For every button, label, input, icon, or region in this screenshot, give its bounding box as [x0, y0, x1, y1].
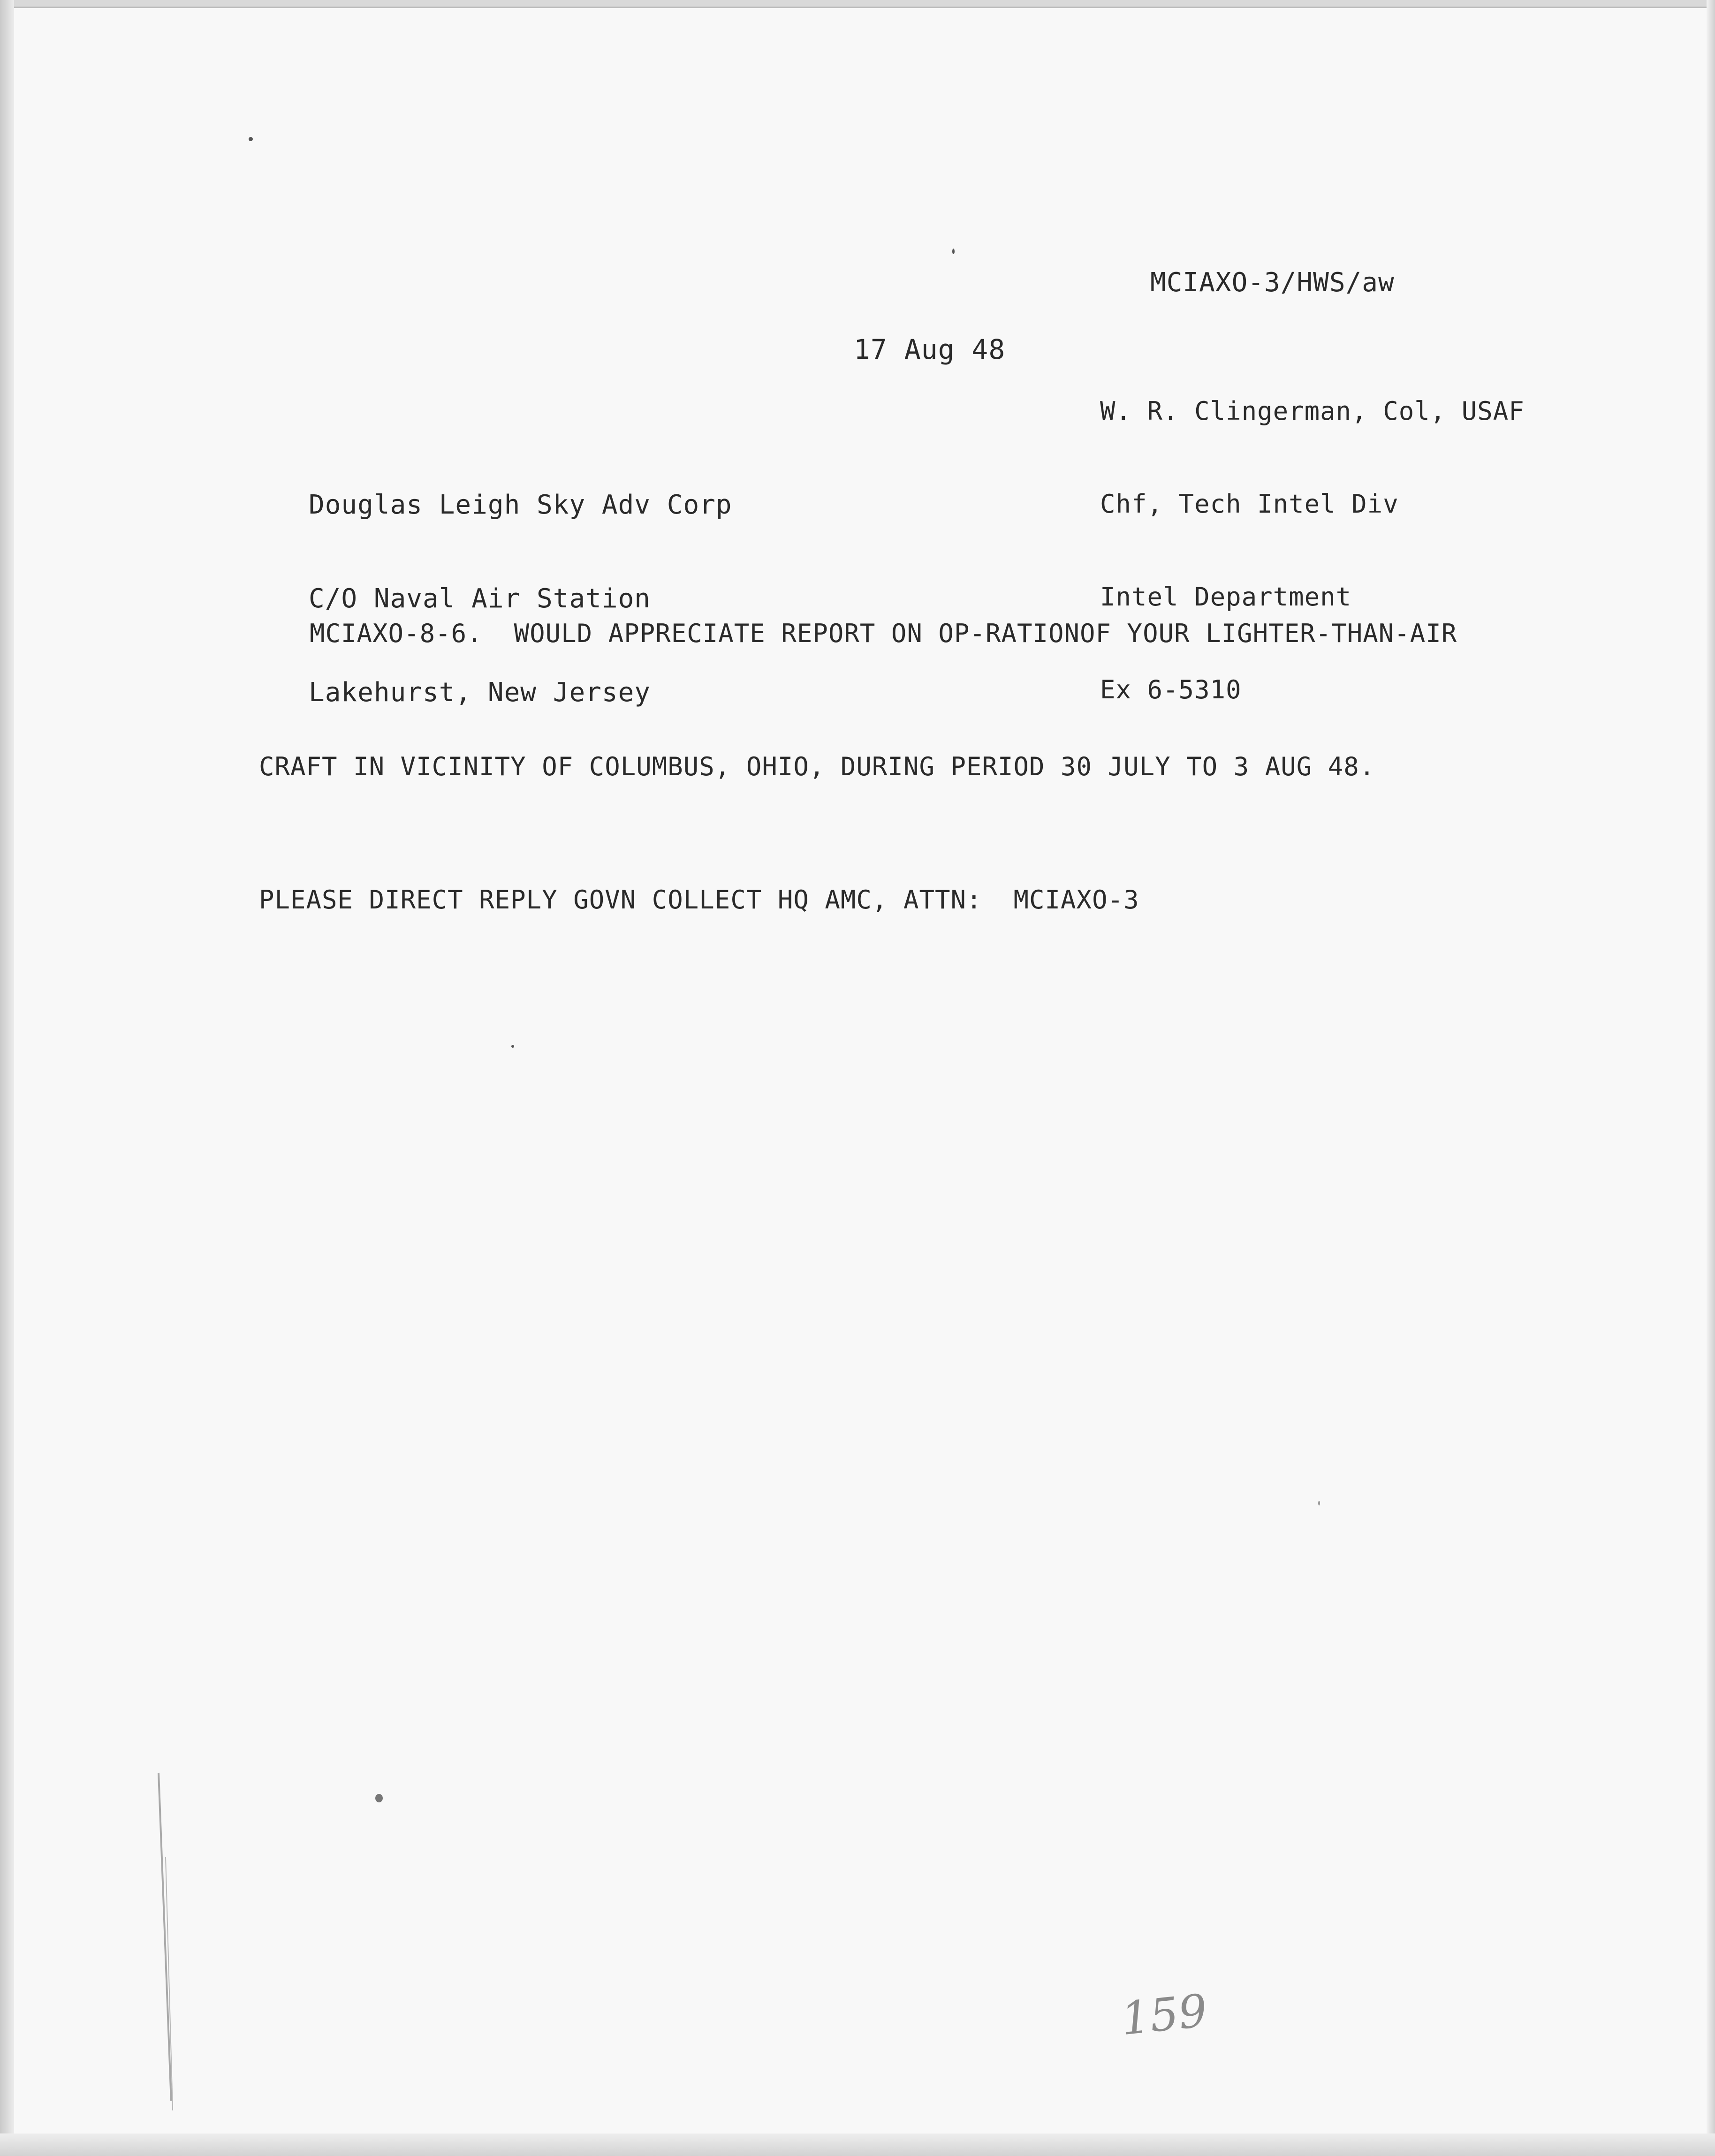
scan-speck [375, 1794, 383, 1802]
body-line: CRAFT IN VICINITY OF COLUMBUS, OHIO, DURING PERIOD 30 JULY TO 3 AUG 48. [259, 752, 1375, 781]
addressee-name: Douglas Leigh Sky Adv Corp [309, 490, 732, 520]
sender-department: Intel Department [1100, 582, 1352, 612]
sender-extension: Ex 6-5310 [1100, 675, 1242, 704]
handwritten-page-number: 159 [1118, 1984, 1210, 2046]
scan-bottom-edge [0, 2133, 1715, 2156]
message-body [259, 556, 1457, 1018]
sender-name: W. R. Clingerman, Col, USAF [1100, 396, 1525, 426]
scan-speck [249, 137, 253, 141]
scan-right-edge [1707, 0, 1715, 2156]
addressee-location: Lakehurst, New Jersey [309, 677, 651, 708]
scan-crease-line [158, 1773, 172, 2101]
letter-date: 17 Aug 48 [854, 333, 1006, 365]
scan-speck [1318, 1501, 1320, 1505]
scan-left-edge [0, 0, 14, 2156]
scan-speck [952, 249, 955, 254]
scan-speck [511, 1045, 514, 1048]
body-line: MCIAXO-8-6. WOULD APPRECIATE REPORT ON OP-RATIONOF YOUR LIGHTER-THAN-AIR [310, 619, 1457, 648]
body-line: PLEASE DIRECT REPLY GOVN COLLECT HQ AMC, ATTN: MCIAXO-3 [259, 885, 1139, 915]
reference-code: MCIAXO-3/HWS/aw [1150, 267, 1395, 298]
addressee-care-of: C/O Naval Air Station [309, 583, 651, 614]
scan-top-edge [0, 0, 1715, 8]
sender-title: Chf, Tech Intel Div [1100, 489, 1399, 519]
